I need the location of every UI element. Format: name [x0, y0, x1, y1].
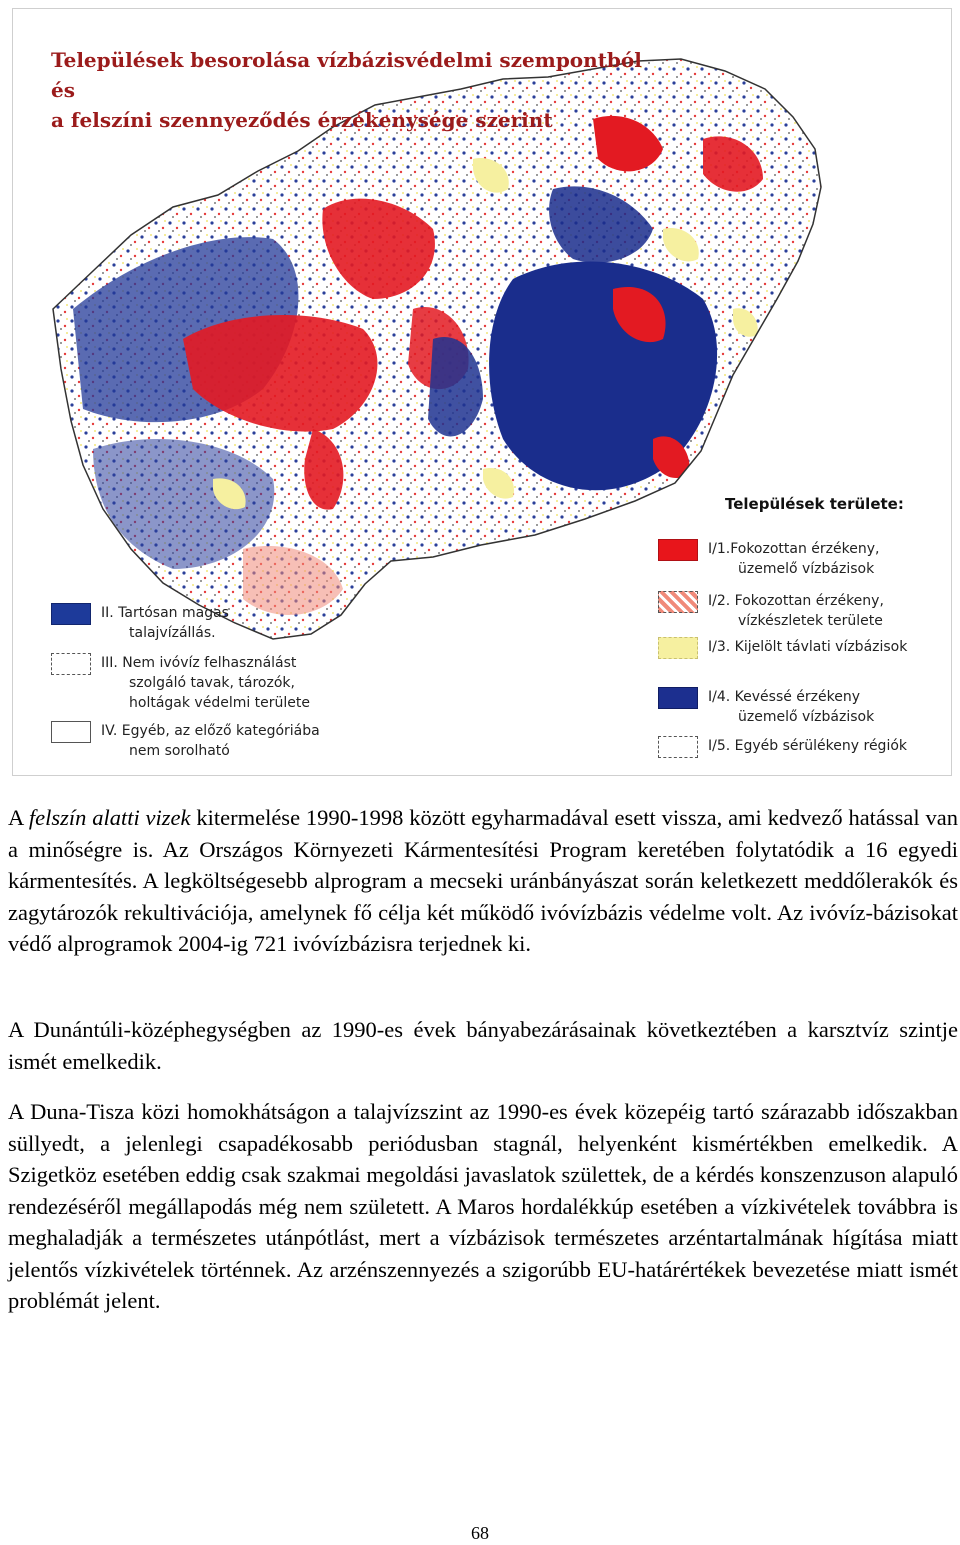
legend-text-line: talajvízállás. — [129, 625, 216, 641]
legend-text-line: I/3. Kijelölt távlati vízbázisok — [708, 639, 908, 655]
legend-text-line: szolgáló tavak, tározók, — [129, 675, 295, 691]
legend-item-i4 — [658, 687, 874, 727]
map-title-line-2: a felszíni szennyeződés érzékenysége szerint — [51, 108, 553, 132]
paragraph-karst: A Dunántúli-középhegységben az 1990-es évek bányabezárásainak következtében a karsztvíz szintje ismét emelkedik. — [8, 1017, 958, 1074]
legend-swatch-i4 — [658, 687, 698, 709]
legend-item-iii — [51, 653, 310, 713]
legend-swatch-i5 — [658, 736, 698, 758]
paragraph-groundwater — [8, 802, 958, 960]
legend-text-line: vízkészletek területe — [738, 613, 883, 629]
legend-text-i5 — [708, 736, 907, 756]
legend-swatch-i3 — [658, 637, 698, 659]
legend-text-line: I/2. Fokozottan érzékeny, — [708, 593, 884, 609]
paragraph-text: A — [8, 805, 29, 830]
legend-text-line: nem sorolható — [129, 743, 230, 759]
page-number: 68 — [471, 1523, 489, 1543]
legend-text-i3 — [708, 637, 907, 657]
map-title-line-1: Települések besorolása vízbázisvédelmi szempontból és — [51, 48, 642, 102]
legend-heading: Települések területe: — [725, 495, 904, 513]
legend-text-line: III. Nem ivóvíz felhasználást — [101, 655, 297, 671]
legend-text-ii — [101, 603, 229, 643]
legend-text-line: üzemelő vízbázisok — [738, 709, 875, 725]
legend-item-i2 — [658, 591, 884, 631]
legend-text-line: I/4. Kevéssé érzékeny — [708, 689, 861, 705]
map-title — [51, 45, 671, 135]
legend-text-i1 — [708, 539, 879, 579]
legend-text-i4 — [708, 687, 874, 727]
legend-text-line: I/5. Egyéb sérülékeny régiók — [708, 738, 908, 754]
paragraph-text: kitermelése 1990-1998 között egyharmadával esett vissza, ami kedvező hatással van a minőségre is. Az Országos Környezeti Kármentesítési Program keretében folytatódik a 16 egyedi kármentesítés. A legköltségesebb alprogram a mecseki uránbányászat során keletkezett meddőlerakók és zagytározók rekultivációja, amelynek fő célja két működő ivóvízbázis védelme volt. Az ivóvíz-bázisokat védő alprogramok 2004-ig 721 ivóvízbázisra terjednek ki. — [8, 805, 958, 956]
legend-text-line: üzemelő vízbázisok — [738, 561, 875, 577]
legend-item-i5 — [658, 736, 907, 758]
legend-text-iii — [101, 653, 310, 713]
legend-item-i1 — [658, 539, 879, 579]
legend-swatch-iv — [51, 721, 91, 743]
legend-swatch-i2 — [658, 591, 698, 613]
legend-text-line: holtágak védelmi területe — [129, 695, 311, 711]
legend-text-line: I/1.Fokozottan érzékeny, — [708, 541, 880, 557]
legend-item-i3 — [658, 637, 907, 659]
legend-text-iv — [101, 721, 320, 761]
legend-swatch-i1 — [658, 539, 698, 561]
legend-text-i2 — [708, 591, 884, 631]
legend-text-line: IV. Egyéb, az előző kategóriába — [101, 723, 320, 739]
paragraph-emphasis: felszín alatti vizek — [28, 805, 191, 830]
legend-item-ii — [51, 603, 229, 643]
legend-item-iv — [51, 721, 320, 761]
paragraph-sandridge: A Duna-Tisza közi homokhátságon a talajvízszint az 1990-es évek közepéig tartó szárazabb időszakban süllyedt, a jelenlegi csapadékosabb periódusban stagnál, helyenként kismértékben emelkedik. A Szigetköz esetében eddig csak szakmai megoldási javaslatok születtek, de a kérdés konszenzuson alapuló rendezéséről megállapodás még nem született. A Maros hordalékkúp esetében a vízkivételek továbbra is meghaladják a természetes utánpótlást, mert a vízbázisok természetes arzéntartalmának hígítása miatt jelentős vízkivételek történnek. Az arzénszennyezés a szigorúbb EU-határértékek bevezetése miatt ismét problémát jelent. — [8, 1099, 958, 1313]
legend-swatch-iii — [51, 653, 91, 675]
legend-text-line: II. Tartósan magas — [101, 605, 229, 621]
map-figure — [12, 8, 952, 776]
legend-swatch-ii — [51, 603, 91, 625]
